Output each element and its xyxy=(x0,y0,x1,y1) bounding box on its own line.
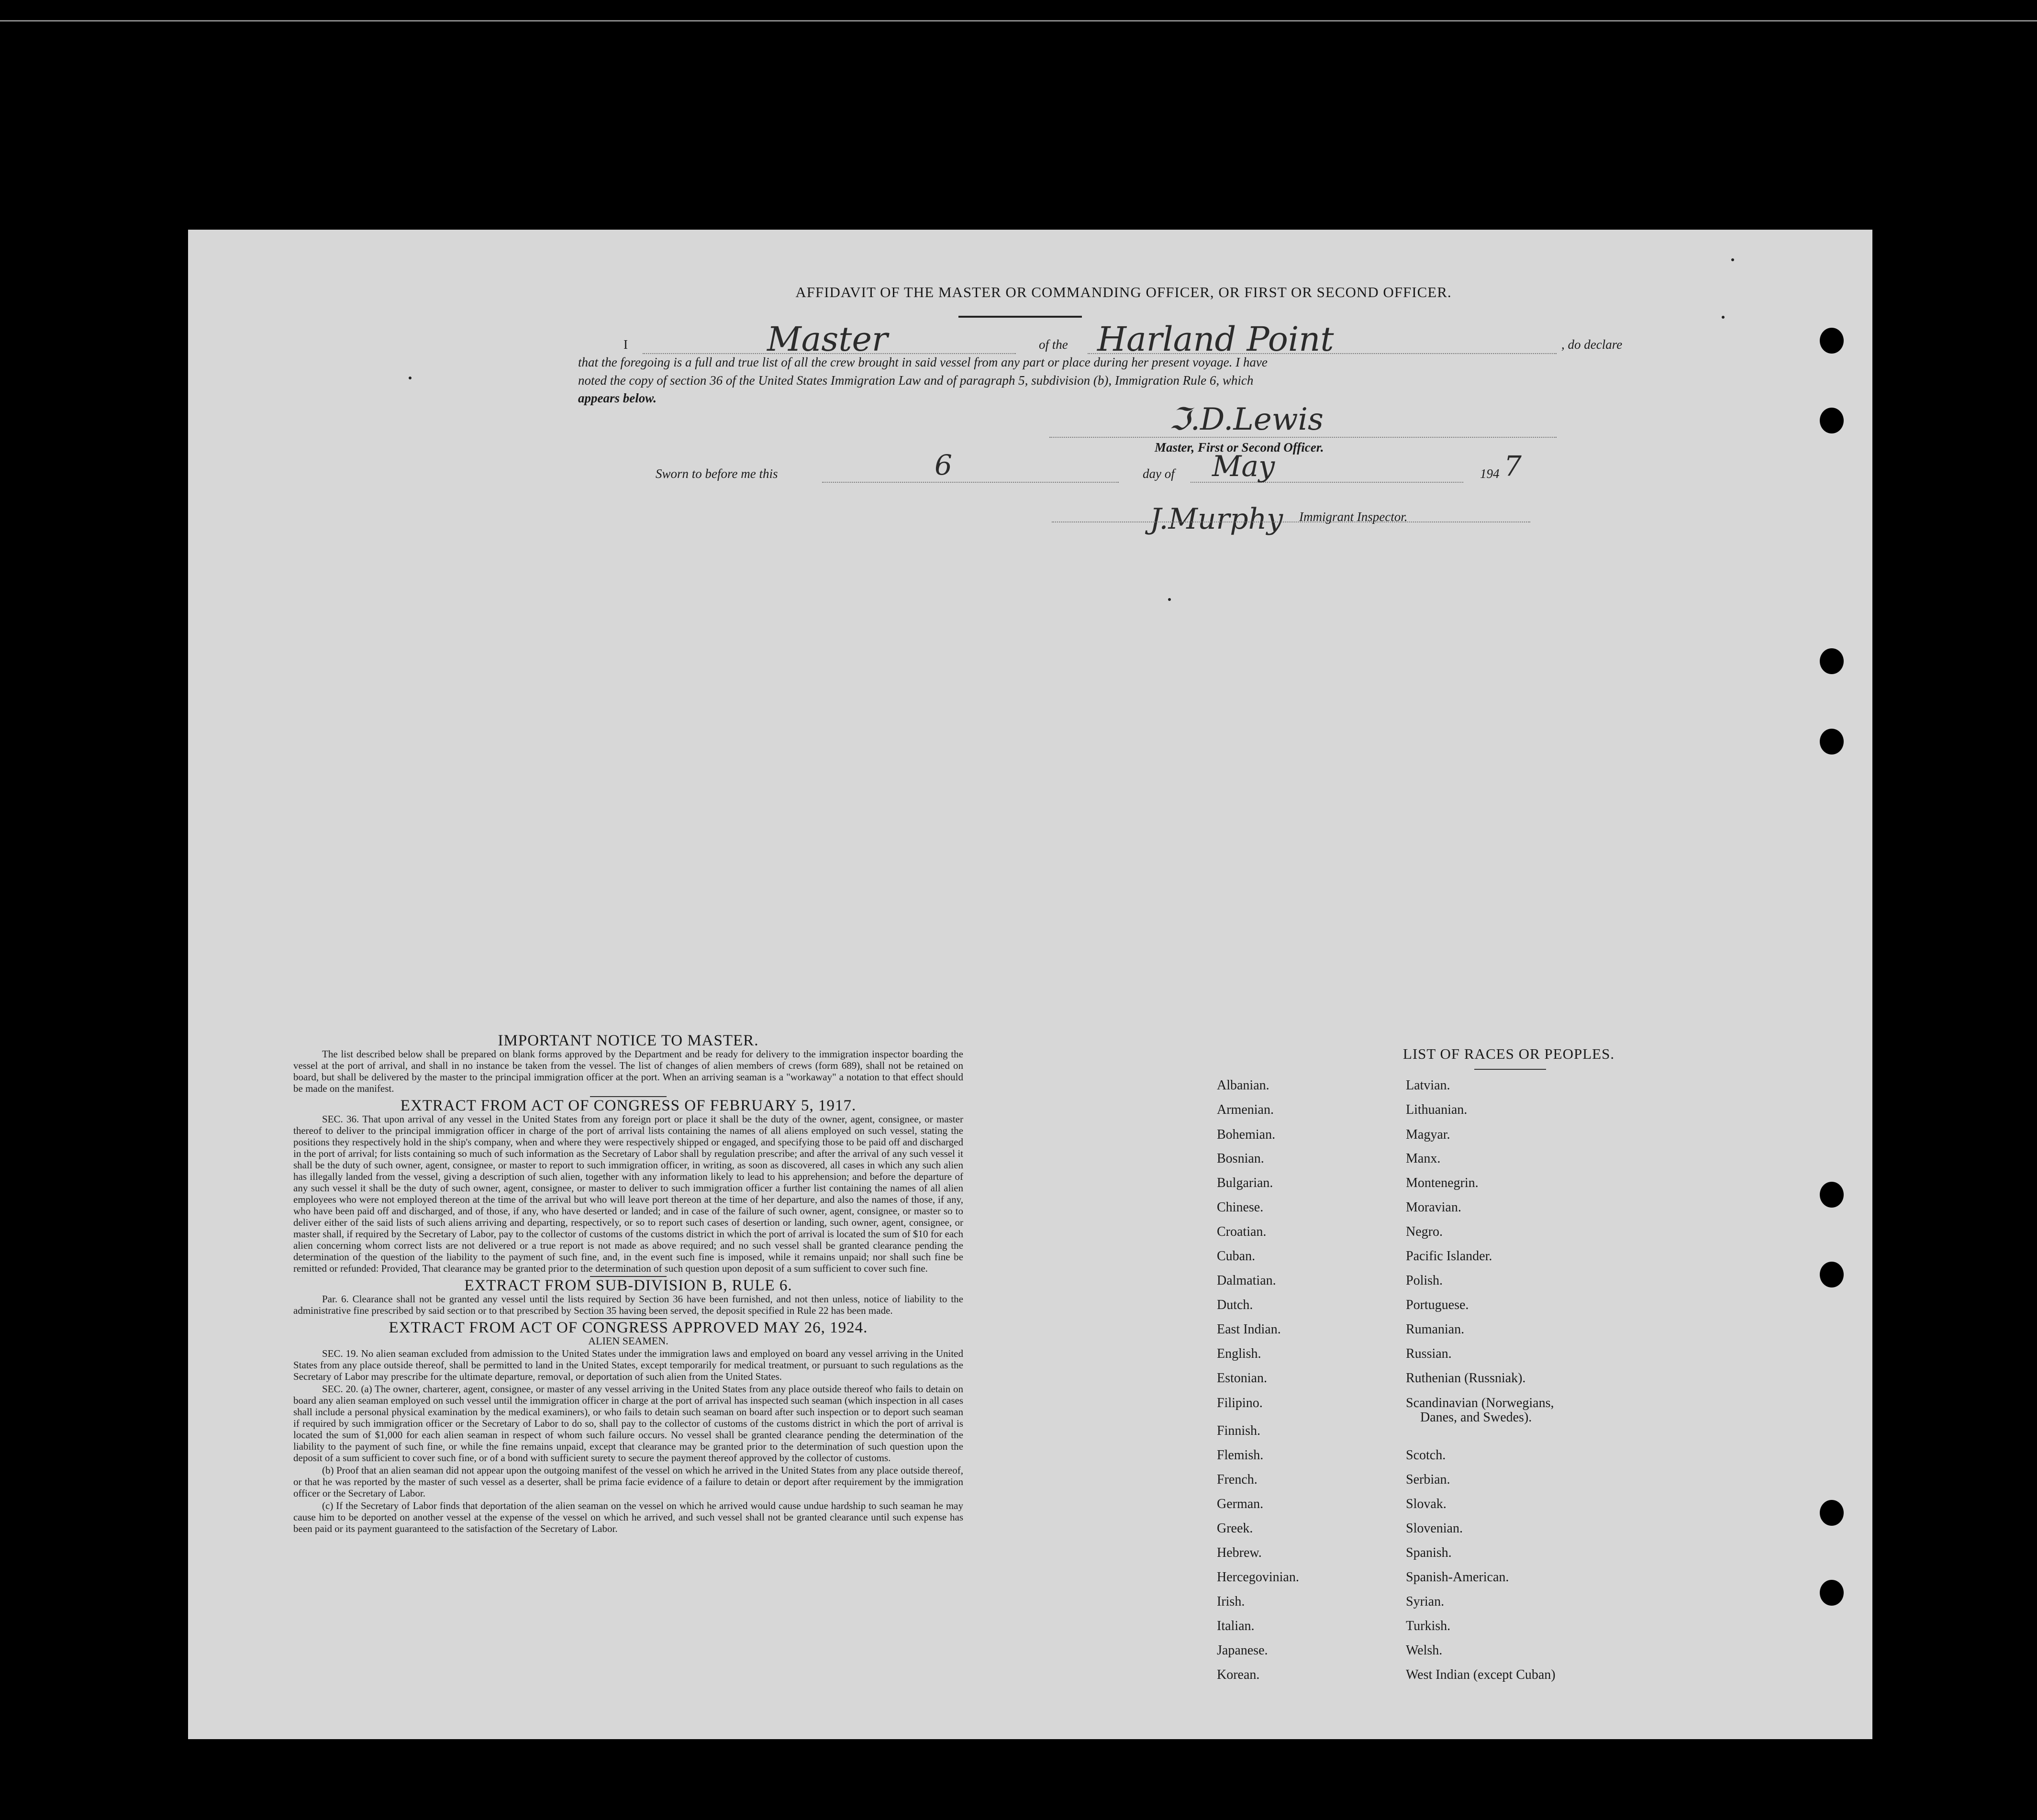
ink-speck xyxy=(1722,316,1725,319)
affidavit-body-line1: that the foregoing is a full and true list of all the crew brought in said vessel from any part or place during her present voyage. I have xyxy=(578,355,1268,369)
race-item: Russian. xyxy=(1406,1346,1452,1361)
race-item: English. xyxy=(1217,1346,1261,1361)
section-20a-text: SEC. 20. (a) The owner, charterer, agent, consignee, or master of any vessel arriving in the United States from any place outside thereof who fails to detain on board any alien seaman employed on such vessel until the immigration officer in charge at the port of arrival has inspected such seaman (which inspection in all cases shall include a personal physical examination by the medical examiners), or who fails to detain such seaman on board after such inspection or to deport such seaman if required by such immigration officer or the Secretary of Labor to do so, shall pay to the collector of customs of the customs district in which the port of arrival is located the sum of $1,000 for each alien seaman in respect of whom such failure occurs. No vessel shall be granted clearance pending the determination of the liability to the payment of such fine, or while the fine remains unpaid, except that clearance may be granted prior to the determination of such question upon the deposit of a sum sufficient to cover such fine, or of a bond with sufficient surety to secure the payment thereof approved by the collector of customs. xyxy=(293,1383,963,1464)
race-item: Filipino. xyxy=(1217,1396,1263,1410)
document-page xyxy=(188,230,1872,1739)
race-item: Armenian. xyxy=(1217,1102,1274,1117)
binder-hole xyxy=(1820,1262,1844,1287)
race-item: Slovak. xyxy=(1406,1497,1447,1511)
race-item: Cuban. xyxy=(1217,1249,1256,1264)
year-handwritten: 7 xyxy=(1504,450,1522,482)
race-item: Negro. xyxy=(1406,1224,1443,1239)
affidavit-title: AFFIDAVIT OF THE MASTER OR COMMANDING OFFICER, OR FIRST OR SECOND OFFICER. xyxy=(795,284,1452,300)
race-item: Scandinavian (Norwegians, xyxy=(1406,1396,1554,1410)
race-item: East Indian. xyxy=(1217,1322,1281,1337)
ink-speck xyxy=(1731,258,1734,261)
scan-edge-line xyxy=(0,20,2037,22)
binder-hole xyxy=(1820,1500,1844,1526)
race-item: Dalmatian. xyxy=(1217,1273,1276,1288)
race-item: French. xyxy=(1217,1472,1258,1487)
race-item: Bulgarian. xyxy=(1217,1176,1273,1190)
day-blank xyxy=(822,482,1119,483)
race-item: Rumanian. xyxy=(1406,1322,1465,1337)
race-item: Manx. xyxy=(1406,1151,1441,1166)
race-item: Lithuanian. xyxy=(1406,1102,1468,1117)
title-rule xyxy=(958,316,1082,318)
extract1-title: EXTRACT FROM ACT OF CONGRESS OF FEBRUARY 5, 1917. xyxy=(400,1097,857,1114)
signature-blank xyxy=(1049,437,1557,438)
section-20c-text: (c) If the Secretary of Labor finds that deportation of the alien seaman on the vessel on which he arrived would cause undue hardship to such seaman he may cause him to be deported on another vessel at the expense of the vessel on which he arrived, and such vessel shall not be granted clearance until such expense has been paid or its payment guaranteed to the satisfaction of the Secretary of Labor. xyxy=(293,1500,963,1534)
ink-speck xyxy=(409,377,412,379)
race-item: Portuguese. xyxy=(1406,1298,1469,1312)
race-item: Flemish. xyxy=(1217,1448,1264,1463)
ink-speck xyxy=(1168,598,1171,601)
race-item: Pacific Islander. xyxy=(1406,1249,1492,1264)
inspector-caption: Immigrant Inspector. xyxy=(1299,510,1408,524)
races-title: LIST OF RACES OR PEOPLES. xyxy=(1403,1045,1615,1062)
race-item: Bohemian. xyxy=(1217,1127,1276,1142)
race-item: Chinese. xyxy=(1217,1200,1264,1215)
binder-hole xyxy=(1820,408,1844,433)
paragraph-6-text: Par. 6. Clearance shall not be granted any vessel until the lists required by Section 36 have been furnished, and not then unless, notice of liability to the administrative fine prescribed by said section or to that prescribed by Section 35 having been served, the deposit specified in Rule 22 has been made. xyxy=(293,1293,963,1316)
race-item: Polish. xyxy=(1406,1273,1443,1288)
rank-handwritten: Master xyxy=(767,320,888,359)
binder-hole xyxy=(1820,648,1844,674)
day-handwritten: 6 xyxy=(935,449,952,481)
race-item: Slovenian. xyxy=(1406,1521,1463,1536)
race-item: Welsh. xyxy=(1406,1643,1443,1658)
race-item: Japanese. xyxy=(1217,1643,1268,1658)
race-item: Scotch. xyxy=(1406,1448,1446,1463)
races-rule xyxy=(1474,1069,1546,1070)
of-the-label: of the xyxy=(1039,337,1068,352)
day-of-label: day of xyxy=(1143,466,1175,481)
year-printed: 194 xyxy=(1480,466,1500,481)
race-item: Latvian. xyxy=(1406,1078,1450,1093)
binder-hole xyxy=(1820,1182,1844,1208)
extract3-subtitle: ALIEN SEAMEN. xyxy=(588,1335,668,1347)
section-20b-text: (b) Proof that an alien seaman did not appear upon the outgoing manifest of the vessel on which he arrived in the United States from any place outside thereof, or that he was reported by the master of such vessel as a deserter, shall be prima facie evidence of a failure to detain or deport after requirement by the immigration officer or the Secretary of Labor. xyxy=(293,1465,963,1499)
binder-hole xyxy=(1820,328,1844,354)
section-19-text: SEC. 19. No alien seaman excluded from admission to the United States under the immigration laws and employed on board any vessel arriving in the United States from any place outside thereof, shall be permitted to land in the United States, except temporarily for medical treatment, or pursuant to such regulations as the Secretary of Labor may prescribe for the ultimate departure, removal, or deportation of such alien from the United States. xyxy=(293,1348,963,1382)
race-item: Spanish. xyxy=(1406,1545,1452,1560)
race-item: Bosnian. xyxy=(1217,1151,1264,1166)
notice-title: IMPORTANT NOTICE TO MASTER. xyxy=(498,1032,759,1049)
race-item: Irish. xyxy=(1217,1594,1245,1609)
race-item: Croatian. xyxy=(1217,1224,1267,1239)
race-item: Korean. xyxy=(1217,1667,1260,1682)
race-item: Finnish. xyxy=(1217,1423,1261,1438)
signature-caption: Master, First or Second Officer. xyxy=(1155,440,1324,455)
race-item: Albanian. xyxy=(1217,1078,1269,1093)
race-item: Moravian. xyxy=(1406,1200,1461,1215)
race-item: Dutch. xyxy=(1217,1298,1253,1312)
race-item: Italian. xyxy=(1217,1619,1255,1633)
notice-intro: The list described below shall be prepared on blank forms approved by the Department and be ready for delivery to the immigration inspector boarding the vessel at the port of arrival, and shall in no instance be taken from the vessel. The list of changes of alien members of crews (form 689), shall not be retained on board, but shall be delivered by the master to the principal immigration officer at the port. When an arriving seaman is a "workaway" a notation to that effect should be made on the manifest. xyxy=(293,1048,963,1094)
race-item: Syrian. xyxy=(1406,1594,1445,1609)
race-item: Hebrew. xyxy=(1217,1545,1262,1560)
race-item: Danes, and Swedes). xyxy=(1420,1410,1532,1425)
race-item: German. xyxy=(1217,1497,1264,1511)
race-item: Serbian. xyxy=(1406,1472,1450,1487)
race-item: Estonian. xyxy=(1217,1371,1267,1386)
race-item: Magyar. xyxy=(1406,1127,1450,1142)
binder-hole xyxy=(1820,729,1844,755)
race-item: West Indian (except Cuban) xyxy=(1406,1667,1556,1682)
extract2-title: EXTRACT FROM SUB-DIVISION B, RULE 6. xyxy=(464,1277,792,1294)
affidavit-body-line3: appears below. xyxy=(578,391,657,405)
race-item: Ruthenian (Russniak). xyxy=(1406,1371,1526,1386)
race-item: Spanish-American. xyxy=(1406,1570,1509,1585)
section-36-text: SEC. 36. That upon arrival of any vessel in the United States from any foreign port or place it shall be the duty of the owner, agent, consignee, or master thereof to deliver to the principal immigration officer in charge of the port of arrival lists containing the names of all aliens employed on such vessel, stating the positions they respectively hold in the ship's company, when and where they were respectively shipped or engaged, and specifying those to be paid off and discharged in the port of arrival; for lists containing so much of such information as the Secretary of Labor shall by regulation prescribe; and after the arrival of any such vessel it shall be the duty of such owner, agent, consignee, or master to report to such immigration officer, in writing, as soon as discovered, all cases in which any such alien has illegally landed from the vessel, giving a description of such alien, together with any information likely to lead to his apprehension; and before the departure of any such vessel it shall be the duty of such owner, agent, consignee, or master to deliver to such immigration officer a further list containing the names of all alien employees who were not employed thereon at the time of the arrival but who will leave port thereon at the time of her departure, and also the names of those, if any, who have been paid off and discharged, and of those, if any, who have deserted or landed; and in case of the failure of such owner, agent, consignee, or master so to deliver either of the said lists of such aliens arriving and departing, respectively, or so to report such cases of desertion or landing, such owner, agent, consignee, or master shall, if required by the Secretary of Labor, pay to the collector of customs of the customs district in which the port of arrival is located the sum of $10 for each alien concerning whom correct lists are not delivered or a true report is not made as above required; and no such vessel shall be granted clearance pending the determination of the question of the liability to the payment of such fine, and, in the event such fine is imposed, while it remains unpaid; nor shall such fine be remitted or refunded: Provided, That clearance may be granted prior to the determination of such question upon deposit of a sum sufficient to cover such fine. xyxy=(293,1113,963,1274)
sworn-label: Sworn to before me this xyxy=(656,466,778,481)
important-notice xyxy=(293,1032,963,1535)
vessel-handwritten: Harland Point xyxy=(1097,320,1334,359)
extract3-title: EXTRACT FROM ACT OF CONGRESS APPROVED MAY 26, 1924. xyxy=(389,1319,868,1336)
binder-hole xyxy=(1820,1580,1844,1606)
i-label: I xyxy=(623,337,628,352)
race-item: Turkish. xyxy=(1406,1619,1451,1633)
inspector-signature: J.Murphy xyxy=(1150,502,1283,536)
master-signature: ℑ.D.Lewis xyxy=(1169,402,1324,437)
race-item: Greek. xyxy=(1217,1521,1253,1536)
race-item: Montenegrin. xyxy=(1406,1176,1479,1190)
affidavit-body-line2: noted the copy of section 36 of the United States Immigration Law and of paragraph 5, subdivision (b), Immigration Rule 6, which xyxy=(578,373,1254,388)
month-handwritten: May xyxy=(1212,450,1275,483)
declare-label: , do declare xyxy=(1561,337,1623,352)
race-item: Hercegovinian. xyxy=(1217,1570,1299,1585)
